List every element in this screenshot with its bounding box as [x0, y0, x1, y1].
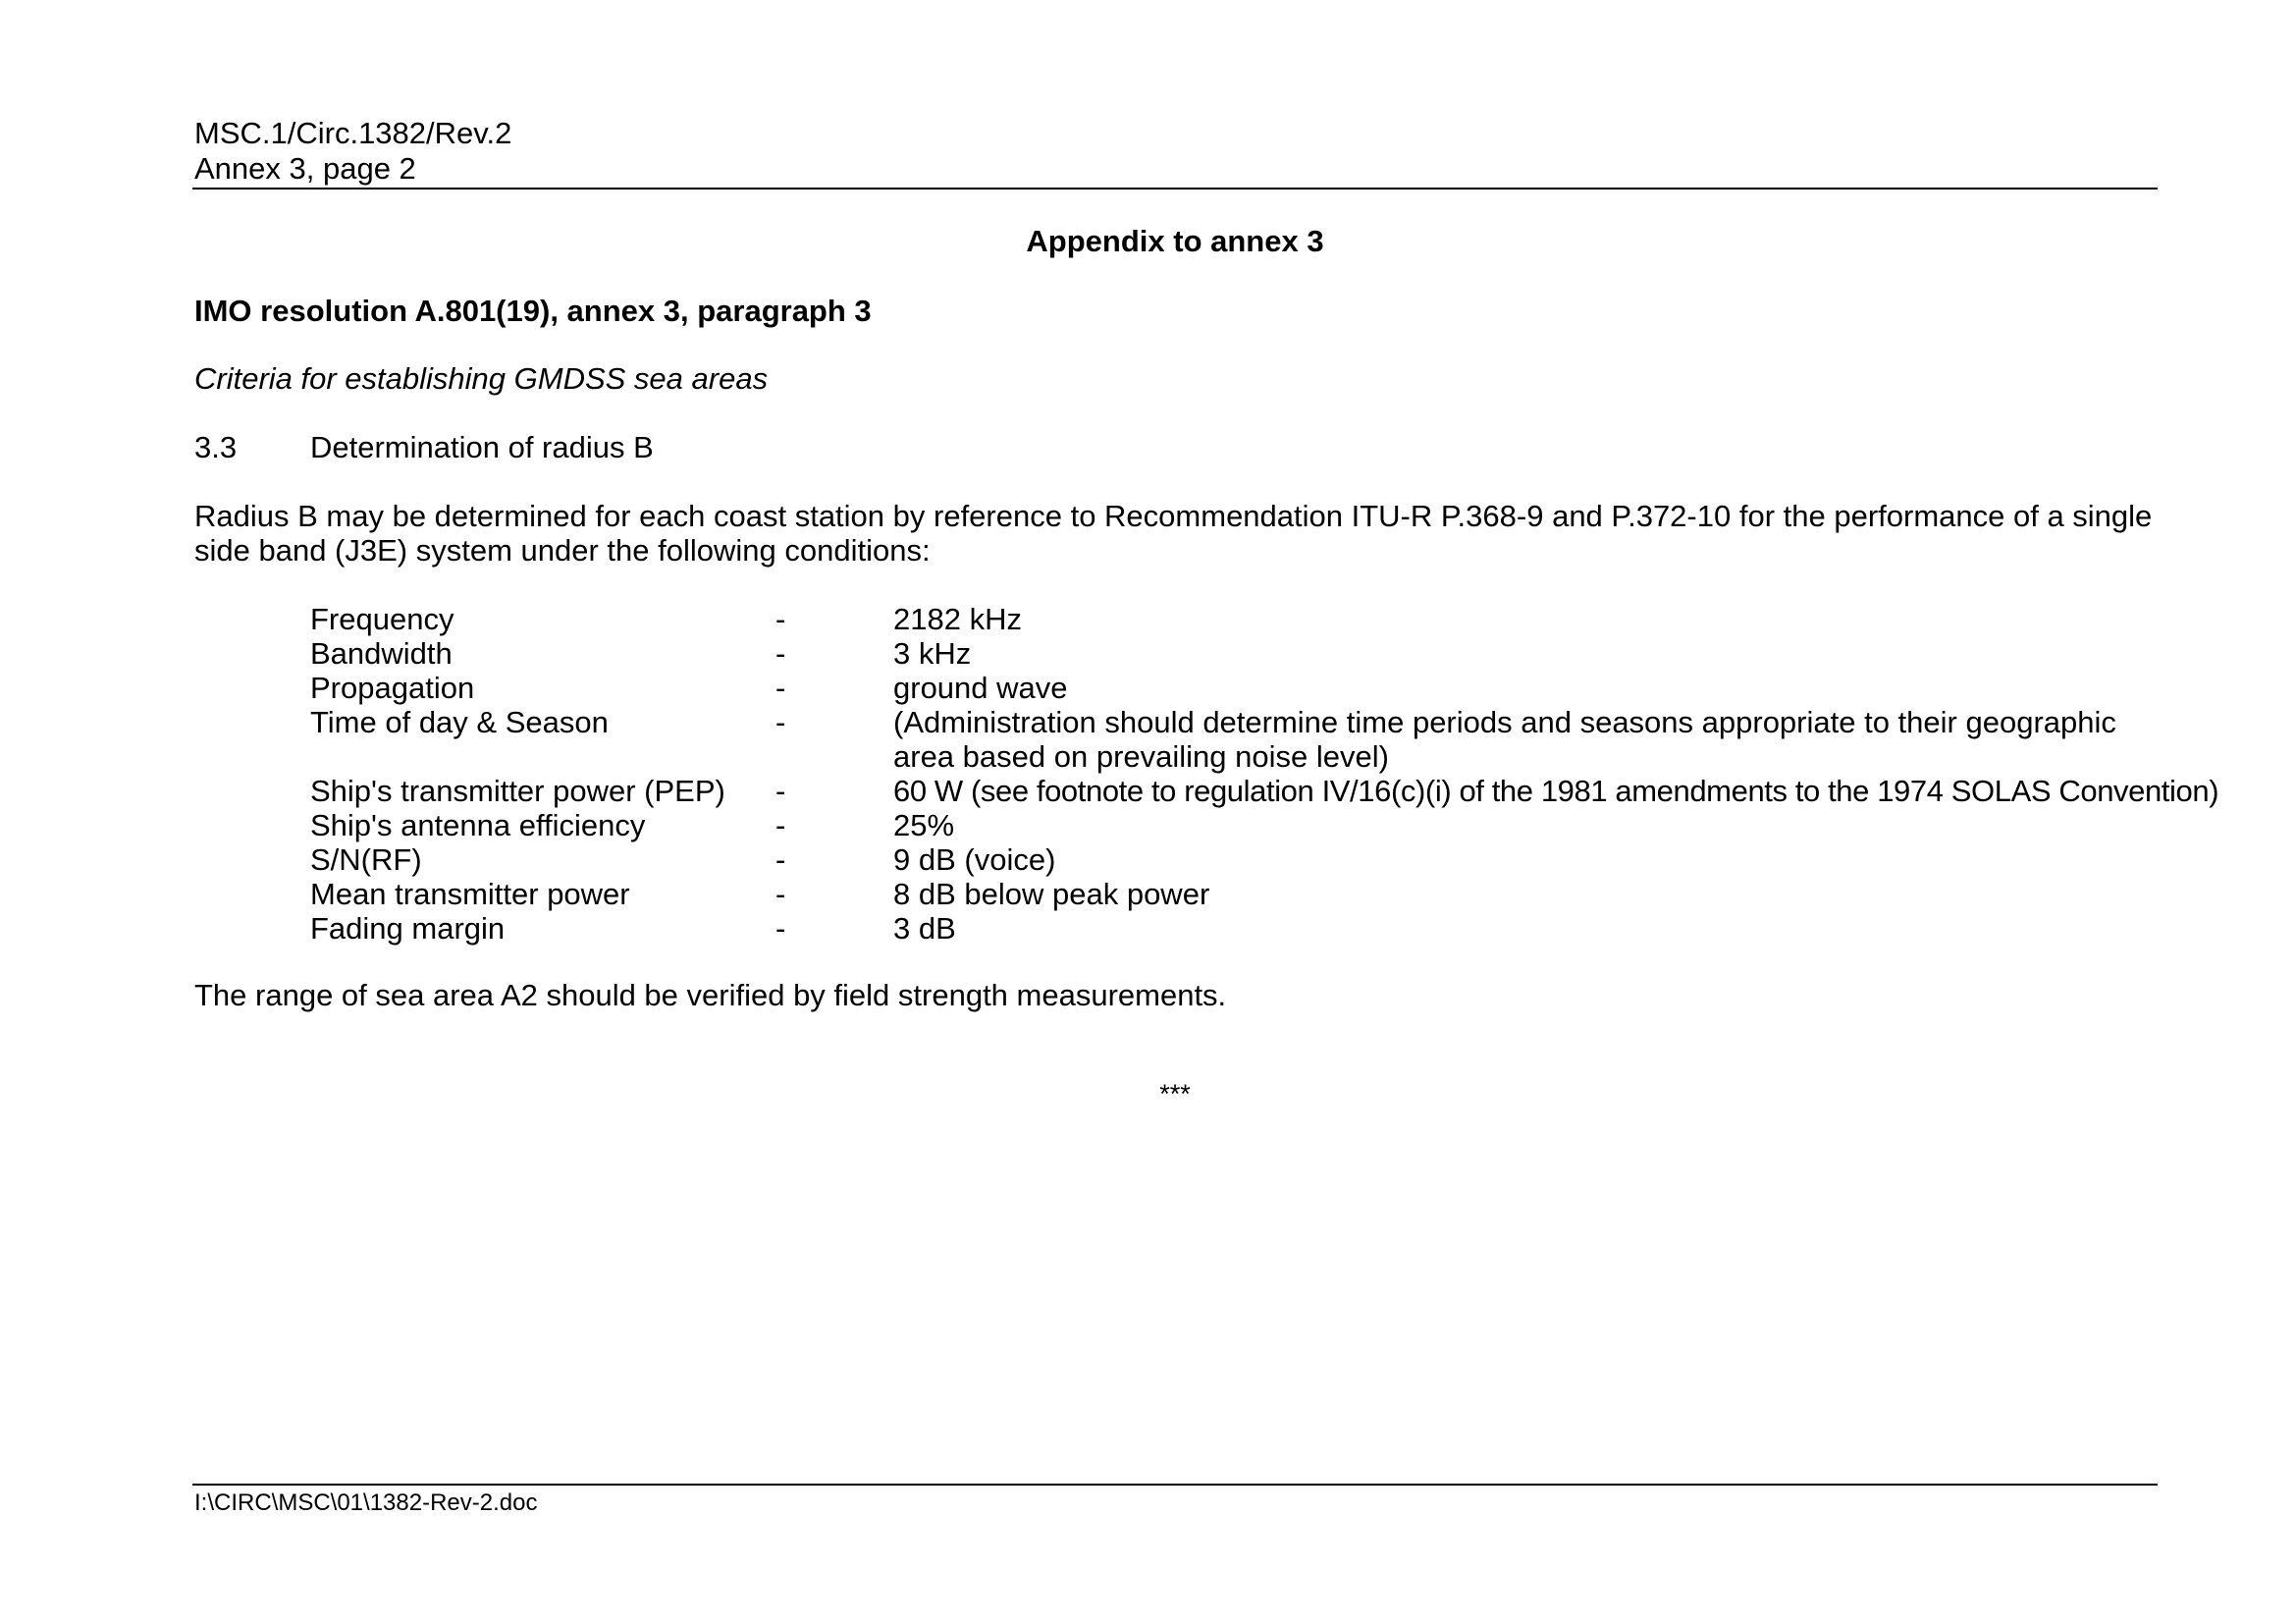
section-heading — [194, 430, 654, 465]
section-number: 3.3 — [194, 430, 238, 464]
condition-row — [310, 774, 2219, 808]
condition-dash: - — [775, 877, 786, 911]
condition-dash: - — [775, 636, 786, 671]
condition-dash: - — [775, 774, 786, 808]
condition-dash: - — [775, 911, 786, 946]
condition-row — [310, 911, 2160, 946]
end-marks: *** — [1159, 1079, 1191, 1109]
footer-rule — [192, 1484, 2158, 1486]
condition-dash: - — [775, 671, 786, 705]
condition-value: 3 kHz — [893, 636, 972, 671]
condition-row — [310, 877, 2160, 911]
condition-value: ground wave — [893, 671, 1068, 705]
condition-label: Bandwidth — [310, 636, 453, 671]
condition-label: Frequency — [310, 602, 454, 636]
condition-row — [310, 808, 2160, 842]
page-reference: Annex 3, page 2 — [194, 151, 416, 186]
document-reference: MSC.1/Circ.1382/Rev.2 — [194, 116, 512, 150]
condition-row — [310, 602, 2160, 636]
header-rule — [192, 188, 2158, 189]
condition-dash: - — [775, 842, 786, 877]
condition-label: S/N(RF) — [310, 842, 422, 877]
condition-label: Ship's antenna efficiency — [310, 808, 646, 842]
condition-row — [310, 671, 2160, 705]
conditions-list — [310, 602, 2219, 946]
footer-file-path: I:\CIRC\MSC\01\1382-Rev-2.doc — [194, 1489, 538, 1516]
condition-dash: - — [775, 705, 786, 739]
condition-label: Ship's transmitter power (PEP) — [310, 774, 725, 808]
condition-value: 8 dB below peak power — [893, 877, 1210, 911]
condition-label: Fading margin — [310, 911, 506, 946]
condition-value: 60 W (see footnote to regulation IV/16(c)(i) of the 1981 amendments to the 1974 SOLAS Convention) — [893, 774, 2219, 808]
condition-value: (Administration should determine time periods and seasons appropriate to their geographic area based on prevailing noise level) — [893, 705, 2116, 774]
condition-label: Mean transmitter power — [310, 877, 630, 911]
condition-dash: - — [775, 808, 786, 842]
closing-paragraph: The range of sea area A2 should be verified by field strength measurements. — [194, 978, 1227, 1012]
intro-paragraph: Radius B may be determined for each coast station by reference to Recommendation ITU-R P.368-9 and P.372-10 for the performance of a single side band (J3E) system under the following conditions: — [194, 499, 2153, 568]
condition-value: 9 dB (voice) — [893, 842, 1056, 877]
page-header — [194, 116, 2156, 187]
condition-label: Propagation — [310, 671, 475, 705]
condition-value: 3 dB — [893, 911, 956, 946]
condition-label: Time of day & Season — [310, 705, 609, 739]
condition-dash: - — [775, 602, 786, 636]
condition-value: 2182 kHz — [893, 602, 1022, 636]
condition-row — [310, 842, 2160, 877]
condition-value: 25% — [893, 808, 955, 842]
criteria-title: Criteria for establishing GMDSS sea areas — [194, 361, 769, 396]
condition-row — [310, 636, 2160, 671]
resolution-reference: IMO resolution A.801(19), annex 3, paragraph 3 — [194, 294, 872, 328]
condition-row — [310, 705, 2160, 774]
section-title: Determination of radius B — [310, 430, 654, 464]
appendix-title: Appendix to annex 3 — [1026, 224, 1324, 258]
